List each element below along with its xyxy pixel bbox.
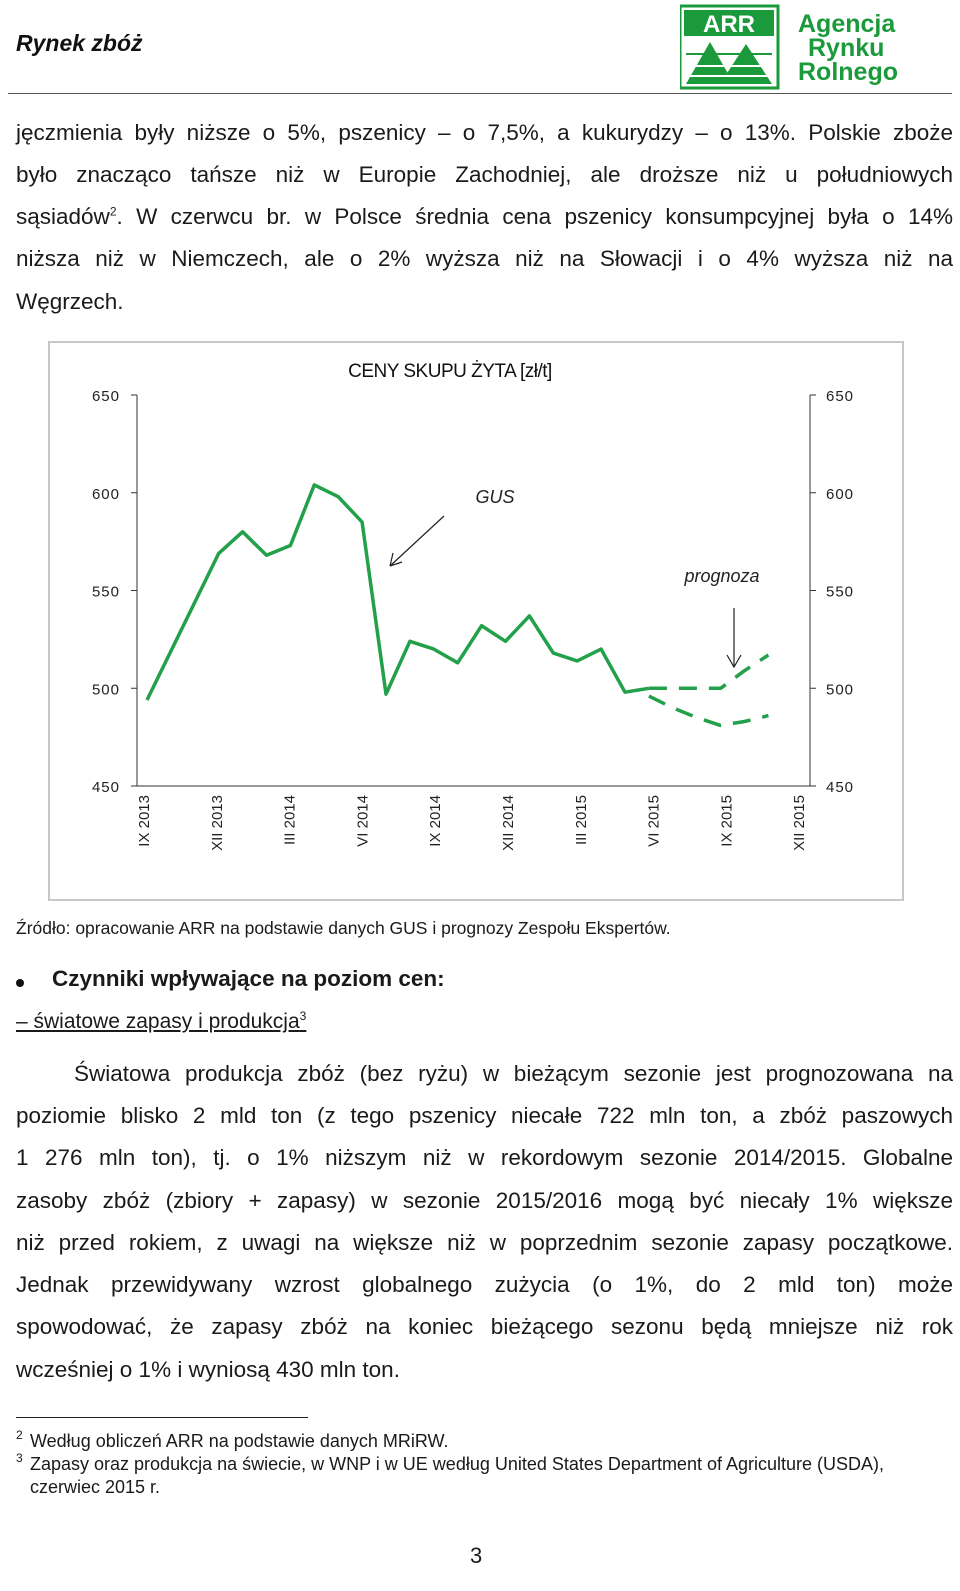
y-tick-label-left: 600 (91, 485, 120, 503)
intro-line-2: było znacząco tańsze niż w Europie Zachodniej, ale droższe niż u południowych (16, 162, 953, 187)
running-header-title: Rynek zbóż (16, 30, 143, 56)
chart-labels (92, 361, 854, 851)
chart-title: CENY SKUPU ŻYTA [zł/t] (348, 361, 552, 382)
factors-line-6: Jednak przewidywany wzrost globalnego zużycia (o 1%, do 2 mld ton) może (16, 1272, 953, 1297)
x-tick-label: IX 2013 (136, 795, 153, 847)
y-tick-label-right: 450 (826, 779, 855, 796)
intro-line-4: niższa niż w Niemczech, ale o 2% wyższa niż na Słowacji i o 4% wyższa niż na (16, 246, 953, 271)
intro-line-3a: sąsiadów (16, 204, 110, 229)
footnote-2 (16, 1430, 953, 1453)
y-tick-label-right: 600 (826, 485, 855, 503)
x-tick-label: VI 2014 (354, 795, 372, 847)
x-tick-label: III 2014 (281, 795, 299, 846)
logo-line2: Rynku (808, 34, 885, 62)
chart-source-note: Źródło: opracowanie ARR na podstawie danych GUS i prognozy Zespołu Ekspertów. (16, 918, 671, 938)
factors-subheading-text: – światowe zapasy i produkcja (16, 1010, 300, 1033)
header-divider (8, 93, 952, 94)
annotation-forecast: prognoza (684, 566, 760, 586)
factors-line-3: 1 276 mln ton), tj. o 1% niższym niż w rekordowym sezonie 2014/2015. Globalne (16, 1145, 953, 1170)
chart-axes (131, 395, 816, 786)
logo-line1: Agencja (798, 10, 896, 38)
x-tick-label: VI 2015 (645, 795, 663, 847)
factors-line-8: wcześniej o 1% i wyniosą 430 mln ton. (16, 1357, 400, 1382)
footnote-3-text: Zapasy oraz produkcja na świecie, w WNP i w UE według United States Department of Agriculture (USDA), czerwiec 2015 r. (30, 1454, 885, 1497)
arr-logo (680, 4, 950, 97)
y-tick-label-left: 650 (91, 388, 120, 405)
x-tick-label: IX 2014 (427, 795, 445, 847)
factors-line-7: spowodować, że zapasy zbóż na koniec bieżącego sezonu będą mniejsze niż rok (16, 1314, 953, 1339)
footnote-ref-2[interactable]: 2 (109, 204, 117, 219)
page-number: 3 (470, 1543, 483, 1568)
footnote-3-number: 3 (16, 1451, 23, 1465)
factors-subheading (16, 1010, 306, 1034)
intro-line-3b: . W czerwcu br. w Polsce średnia cena pszenicy konsumpcyjnej była o 14% (116, 204, 953, 229)
x-tick-label: XII 2014 (500, 795, 517, 851)
footnote-2-text: Według obliczeń ARR na podstawie danych MRiRW. (30, 1431, 449, 1451)
logo-abbr: ARR (703, 11, 755, 38)
factors-line-2: poziomie blisko 2 mld ton (z tego pszenicy niecałe 722 mln ton, a zbóż paszowych (16, 1103, 953, 1128)
chart-series (147, 485, 768, 726)
bullet-icon (16, 979, 24, 987)
footnote-2-number: 2 (16, 1428, 23, 1442)
rye-price-chart (48, 341, 904, 901)
x-tick-label: XII 2013 (208, 795, 226, 851)
x-tick-label: III 2015 (572, 795, 590, 846)
factors-line-4: zasoby zbóż (zbiory + zapasy) w sezonie 2015/2016 mogą być niecały 1% większe (16, 1188, 953, 1213)
gus-arrow-line (390, 516, 444, 566)
y-tick-label-left: 550 (91, 583, 120, 601)
factors-line-5: niż przed rokiem, z uwagi na większe niż w poprzednim sezonie zapasy początkowe. (16, 1230, 953, 1255)
y-tick-label-left: 500 (91, 681, 120, 699)
y-tick-label-right: 500 (826, 681, 855, 699)
x-tick-label: XII 2015 (791, 795, 809, 851)
series-prognoza-max (649, 655, 769, 688)
x-tick-label: IX 2015 (718, 795, 736, 847)
footnote-divider (16, 1417, 308, 1418)
logo-line3: Rolnego (798, 58, 898, 86)
intro-line-1: jęczmienia były niższe o 5%, pszenicy – o 7,5%, a kukurydzy – o 13%. Polskie zboże (16, 120, 953, 145)
y-tick-label-right: 550 (826, 583, 855, 601)
series-GUS (147, 485, 649, 700)
series-prognoza-min (649, 696, 769, 725)
factors-heading: Czynniki wpływające na poziom cen: (52, 966, 445, 991)
factors-line-1: Światowa produkcja zbóż (bez ryżu) w bieżącym sezonie jest prognozowana na (74, 1061, 953, 1086)
y-tick-label-right: 650 (826, 388, 855, 405)
footnote-ref-3[interactable]: 3 (299, 1009, 307, 1023)
chart-canvas (50, 343, 902, 899)
footnote-3 (16, 1453, 953, 1499)
y-tick-label-left: 450 (91, 779, 120, 796)
intro-line-5: Węgrzech. (16, 289, 124, 314)
intro-line-3 (16, 196, 953, 238)
annotation-gus: GUS (475, 487, 515, 507)
